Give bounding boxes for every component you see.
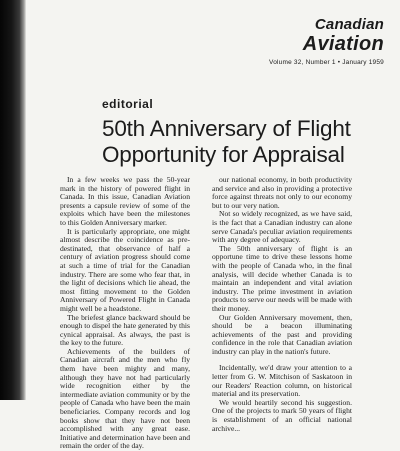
article-column-right [212,175,352,433]
paragraph: We would heartily second his suggestion. One of the projects to mark 50 years of flight is establishment of an official national archive... [212,397,352,433]
article-title [102,116,392,168]
paragraph: Achievements of the builders of Canadian aircraft and the men who fly them have been mighty and many, although they have not had particularly wide recognition either by the intermediate aviation community or by the people of Canada who have been the main beneficiaries. Company records and log books show that they have not been accomplished with any great ease. Initiative and determination have been and remain the order of the day. [60,346,190,451]
section-label: editorial [102,97,154,111]
paragraph: The 50th anniversary of flight is an opportune time to drive these lessons home with the people of Canada who, in the final analysis, will decide whether Canada is to maintain an independent and vital aviation industry. The prime investment in aviation products to serve our needs will be made with their money. [212,243,352,313]
article-title-line1: 50th Anniversary of Flight [102,116,351,141]
paragraph: In a few weeks we pass the 50-year mark in the history of powered flight in Canada. In this issue, Canadian Aviation presents a capsule review of some of the exploits which have been the milestones to this Golden Anniversary marker. [60,175,190,227]
masthead-title-line2: Aviation [302,33,384,55]
article-title-line2: Opportunity for Appraisal [102,142,345,167]
masthead-title-line1: Canadian [314,16,384,33]
paragraph: Incidentally, we'd draw your attention to a letter from G. W. Mitchison of Saskatoon in our Readers' Reaction column, on historical material and its preservation. [212,363,352,399]
article-column-left [60,175,190,451]
paragraph: Not so widely recognized, as we have said, is the fact that a Canadian industry can alone serve Canada's peculiar aviation requirements with any degree of adequacy. [212,209,352,245]
paragraph: It is particularly appropriate, one might almost describe the coincidence as pre-destinated, that observance of half a century of aviation progress should come at such a time of trial for the Canadian industry. There are some who fear that, in the light of decisions which lie ahead, the most fitting movement to the Golden Anniversary of Powered Flight in Canada might well be a headstone. [60,226,190,313]
page-binding-shadow [0,0,26,400]
masthead [224,16,384,66]
issue-info: Volume 32, Number 1 • January 1959 [269,59,384,66]
paragraph: Our Golden Anniversary movement, then, should be a beacon illuminating achievements of the past and providing confidence in the role that Canadian aviation industry can play in the nation's future. [212,312,352,356]
paragraph: our national economy, in both productivity and service and also in providing a protective force against threats not only to our economy but to our very nation. [212,175,352,210]
paragraph: The briefest glance backward should be enough to dispel the hate generated by this cynical appraisal. As always, the past is the key to the future. [60,312,190,348]
